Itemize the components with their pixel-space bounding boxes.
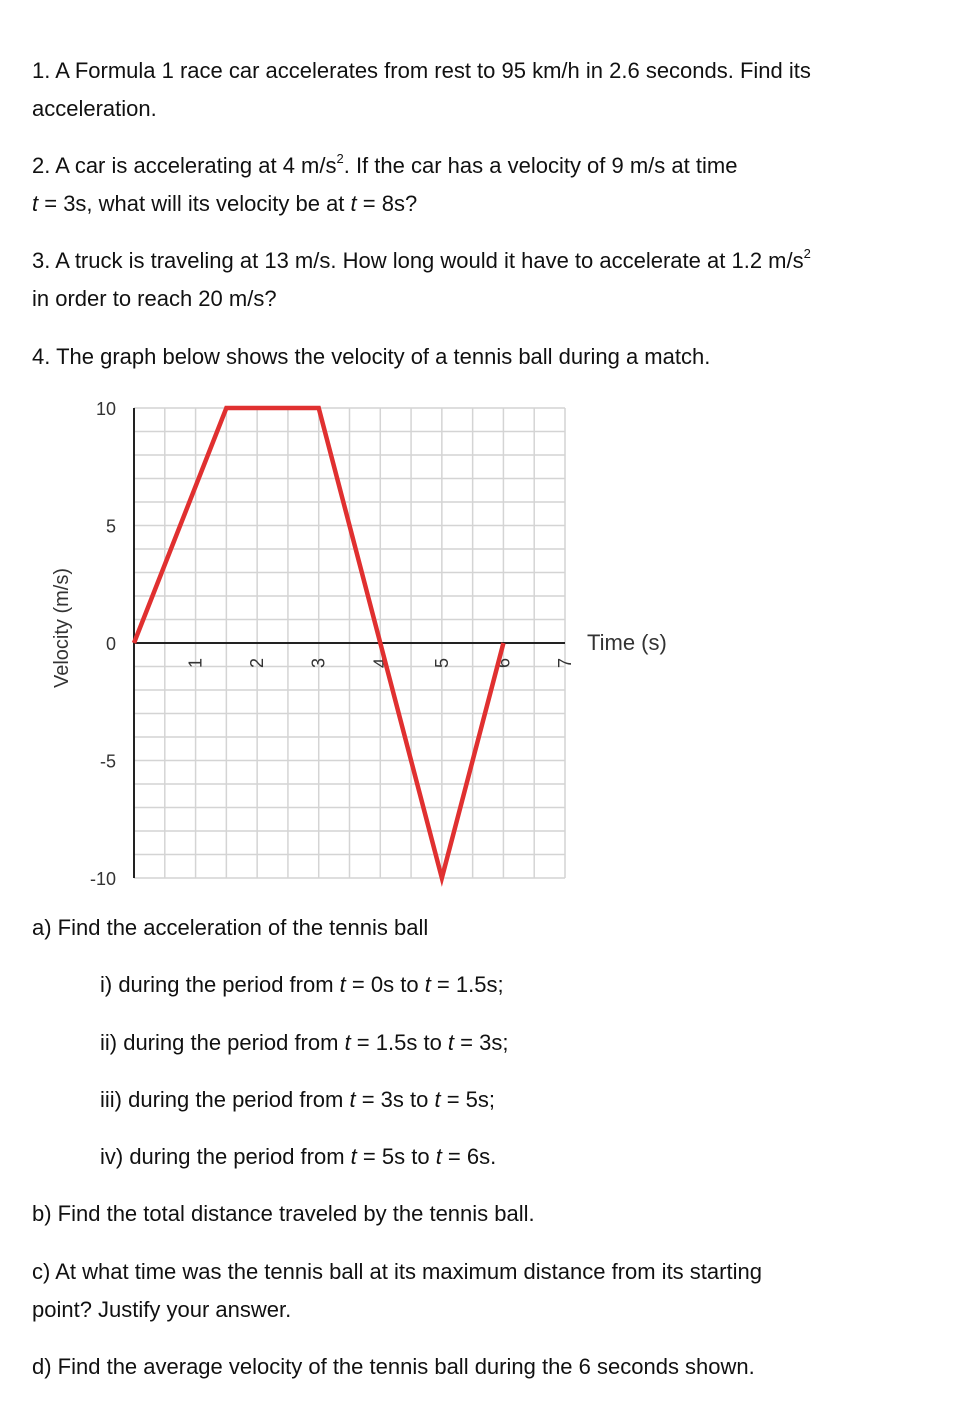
part-iv-post: = 6s. — [441, 1144, 497, 1169]
q3-line2: in order to reach 20 m/s? — [32, 286, 277, 311]
q4c-line2: point? Justify your answer. — [32, 1297, 292, 1322]
x-tick-label: 4 — [370, 657, 391, 669]
q4a-part-ii — [100, 1024, 900, 1062]
part-iii-var2: t — [434, 1087, 441, 1112]
part-iii-post: = 5s; — [440, 1087, 496, 1112]
q3-line1 — [32, 242, 932, 280]
q2-text-c: = 3s, what will its velocity be at — [38, 191, 351, 216]
part-iv-var1: t — [350, 1144, 357, 1169]
part-i-var2: t — [424, 972, 431, 997]
q1-line2: acceleration. — [32, 96, 157, 121]
q4a-part-iii — [100, 1081, 900, 1119]
x-tick-label: 5 — [431, 657, 452, 669]
part-ii-post: = 3s; — [454, 1030, 509, 1055]
part-ii-var2: t — [447, 1030, 455, 1055]
q4a-prompt: a) Find the acceleration of the tennis ball — [32, 915, 429, 940]
part-iii-var1: t — [349, 1087, 356, 1112]
part-ii-mid: = 1.5s to — [350, 1030, 448, 1055]
y-tick-label: 10 — [95, 399, 116, 419]
part-iv-var2: t — [435, 1144, 442, 1169]
q4a-part-i — [100, 966, 900, 1004]
y-tick-label: -5 — [99, 751, 116, 772]
x-tick-label: 6 — [493, 657, 514, 669]
part-iii-mid: = 3s to — [355, 1087, 435, 1112]
q4c-line1: c) At what time was the tennis ball at its maximum distance from its starting — [32, 1259, 762, 1284]
part-ii-pre: ii) during the period from — [100, 1030, 345, 1055]
q2-text-d: = 8s? — [356, 191, 418, 216]
q4a-part-iv — [100, 1138, 900, 1176]
y-tick-label: 5 — [105, 516, 116, 537]
x-tick-label: 3 — [308, 657, 329, 669]
part-i-post: = 1.5s; — [430, 972, 504, 997]
x-axis-label: Time (s) — [587, 630, 667, 655]
q2-text-a: 2. A car is accelerating at 4 m/s — [32, 153, 337, 178]
velocity-time-graph — [40, 395, 700, 895]
part-i-var1: t — [339, 972, 346, 997]
q1-line1: 1. A Formula 1 race car accelerates from rest to 95 km/h in 2.6 seconds. Find its — [32, 58, 811, 83]
x-tick-label: 2 — [247, 657, 268, 669]
q2-var-t2: t — [350, 191, 357, 216]
x-tick-label: 7 — [555, 657, 575, 669]
part-iii-pre: iii) during the period from — [100, 1087, 350, 1112]
part-iv-pre: iv) during the period from — [100, 1144, 351, 1169]
part-iv-mid: = 5s to — [356, 1144, 436, 1169]
q2-text-b: . If the car has a velocity of 9 m/s at time — [343, 153, 738, 178]
q2-superscript: 2 — [336, 150, 344, 166]
q4-intro: 4. The graph below shows the velocity of a tennis ball during a match. — [32, 344, 711, 369]
part-i-mid: = 0s to — [345, 972, 425, 997]
q3-text-a: 3. A truck is traveling at 13 m/s. How long would it have to accelerate at 1.2 m/s — [32, 248, 804, 273]
q2-var-t1: t — [32, 191, 39, 216]
x-tick-label: 1 — [185, 657, 206, 669]
q4b-prompt: b) Find the total distance traveled by the tennis ball. — [32, 1201, 535, 1226]
q4d-prompt: d) Find the average velocity of the tennis ball during the 6 seconds shown. — [32, 1354, 755, 1379]
y-tick-label: 0 — [105, 634, 116, 654]
part-i-pre: i) during the period from — [100, 972, 340, 997]
y-axis-label: Velocity (m/s) — [51, 567, 73, 689]
q2-line1 — [32, 147, 932, 185]
q2-line2 — [32, 185, 932, 223]
part-ii-var1: t — [344, 1030, 351, 1055]
q3-superscript: 2 — [803, 245, 811, 261]
y-tick-label: -10 — [89, 869, 116, 889]
